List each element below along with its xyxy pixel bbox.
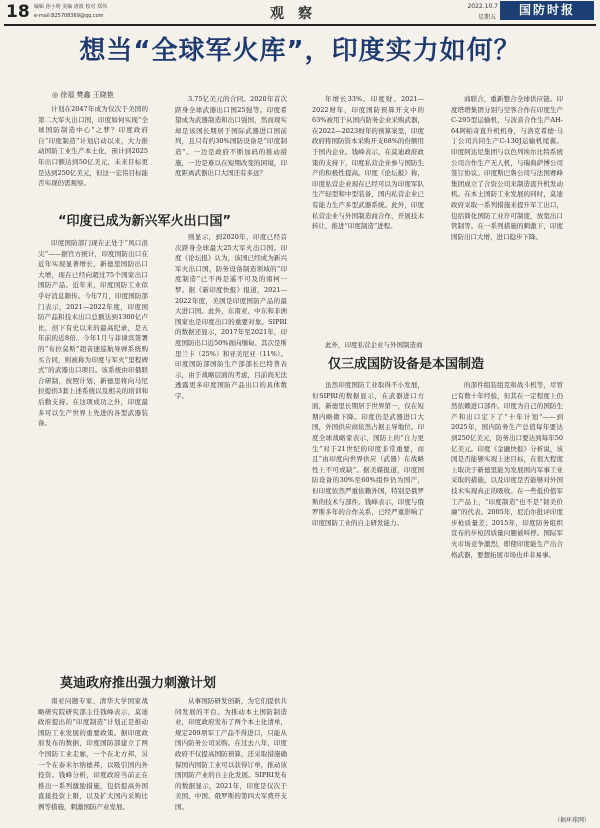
email-address: e-mail:825708369@qq.com — [34, 13, 104, 19]
column-2-low — [175, 696, 287, 822]
subheading-3: 莫迪政府推出强力刺激计划 — [60, 676, 217, 691]
paragraph: 年增长33%。印度财、2021—2022财年，印度国防预算开支中的63%被用于从国内防务企业采购武器，在2022—2023财年的预算案里，印度政府将国防资本采购开支68%的份额用于国内企业。钱峰表示，在莫迪政府政策的支持下，印度私营企业参与国防生产的积极性提高。印度《论坛报》称，印度私营企业现在已经可以为印度军队生产轻型和中型装备，国内私营企业已有能力生产多型武器系统。此外，印度私营企业与外国制造商合作，开展技术转让，推进“印度制造”进程。 — [312, 95, 424, 231]
paragraph: 南亚问题专家、清华大学国家战略研究院研究部主任钱峰表示，莫迪政府提出的“印度制造”计划正是推动国防工业发展的重要政策。据印度政府发布的数据，印度国防部建立了两个国防工业走廊，一个在北方邦，另一个在泰米尔纳德邦，以吸引国内外投资。钱峰分析，印度政府当前正在推出一系列激励措施，包括提高外国直接投资上限，以及扩大国内采购比例等措施，刺激国防产业发展。 — [38, 697, 148, 811]
paragraph: 从事国防研发创新，为它们提供共同发展的平台。为推动本土国防制造业，印度政府发布了两个本土化清单，规定209项军工产品不得进口，只能从国内防务公司采购。在过去八年，印度政府不仅提高国防预算，还采取措施确保国内国防工业可以获得订单，推动该国国防产业的自主化发展。SIPRI发布的数据显示，2021年，印度是仅次于美国、中国、俄罗斯的第四大军费开支国。 — [175, 697, 287, 811]
header-divider — [4, 24, 596, 26]
page-header — [0, 0, 600, 26]
page-number: 18 — [6, 2, 30, 22]
paragraph: 商联合，重新整合全球供应链。印度塔塔集团分别与空客合作在印度生产C-295型运输机，与波音合作生产AH-64阿帕奇直升机机身，与洛克希德·马丁公司共同生产C-130J运输机尾翼。印度阿达尼集团与以色列埃尔比特系统公司合作生产无人机，与瑞典萨博公司签订协议。印度斯巴鲁公司与法国赛峰集团成立了合资公司来制造直升机发动机。在本土国防工业发展的同时，莫迪政府采取一系列措施来提升军工出口，包括简化国防工业许可制度，放宽出口管制等。在一系列措施的刺激下，印度国防出口大增，进口稳步下降。 — [451, 95, 563, 241]
editor-credits: 编辑 孙小明 美编 唐波 校对 郑伟 — [34, 4, 107, 10]
paragraph: 虽然印度国防工业取得不小发展，但SIPRI的数据显示，在武器进口方面，新德里长期居于世界第一，仅在短期内略微下降。印度仍是武器进口大国，外国供应商依然占据主导地位。印度全球战略家表示，国防上的“自力更生”对于21世纪的印度非常重要，而且“由印度向世界供应（武器）在战略性上不可或缺”。据美媒报道，印度国防设备的30%至60%组件仍为国产，但印度依然严重依赖外国，特别是俄罗斯的技术与部件。钱峰表示，印度与俄罗斯多年的合作关系，已经严重影响了印度国防工业的自主研发能力。 — [312, 381, 424, 527]
column-4-top — [451, 94, 563, 324]
paragraph: 此外，印度私营企业与外国制造商 — [325, 341, 423, 349]
article-title: 想当“全球军火库”，印度实力如何？ — [79, 36, 521, 66]
paragraph: 3.75亿美元的合同。2020年首次跻身全球武器出口国25强等。印度希望成为武器制造和出口强国，然而现实却是该国长期居于国际武器进口国前列，且只有约30%国防设备是“印度制造”。一边是政府不断加码的推动措施，一边是难以在短期改变的困境，印度距离武器出口大国还有多远？ — [175, 95, 287, 178]
column-3-top — [312, 94, 424, 254]
column-1-mid — [38, 238, 148, 666]
column-2-mid — [175, 232, 287, 562]
paragraph: 计划在2047年成为仅次于美国的第二大军火出口国，印度如何实现“全球国防制造中心”之梦？印度政府自“印度制造”计划启动以来，大力推动国防工业生产本土化，预计到2025年出口额达到50亿美元，未来目标更是达到250亿美元，但这一宏伟目标能否实现仍需观察。 — [38, 105, 148, 188]
subheading-1: “印度已成为新兴军火出口国” — [58, 214, 232, 229]
column-2-top — [175, 94, 287, 194]
section-name: 观察 — [270, 6, 326, 22]
subheading-2: 仅三成国防设备是本国制造 — [328, 357, 485, 372]
paragraph: 印度国防部门现在正处于“风口浪尖”——据官方统计，印度国防出口在近年实现显著增长，新德里国防出口大增，现在已经向超过75个国家出口国防产品。近年来，印度国防工业似乎好消息颇传。今年7月，印度国防部门表示，2021—2022年度，印度国防产品和技术出口总额达到1300亿卢比，创下有史以来的最高纪录，是五年前的近8倍。今年1月与菲律宾签署的“布拉莫斯”超音速巡航导弹系统购买合同，则被称为印度与军火“里程碑式”的武器出口项目。该系统由印俄联合研制，按照计划，新德里将向马尼拉提供3套上述系统以及相关的培训和后勤支持。在这项成功之外，印度最多可以生产世界上先进的各型武器装备。 — [38, 239, 148, 428]
column-1-low — [38, 696, 148, 822]
byline: ◎ 徐福 樊鑫 王晓艳 — [52, 91, 114, 99]
paragraph: 的部件组装组克和战斗机等，尽管已有数十年经验，但其在一定程度上仍然依赖进口部件。印度为自己的国防生产和出口定下了“十年计划”——到2025年，国内防务生产总值每年要达到250亿美元，防务出口要达到每年50亿美元。印度《金融快报》分析说，该国是否能够实现上述目标，在很大程度上取决于新德里能为发展国内军事工业采取的措施，以及印度是否能够对外国技术实现真正的吸收。在一些低价值军工产品上，“印度制造”也不是“韧美价廉”的代表。2005年，尼泊尔批评印度步枪质量差；2015年，印度防务组织宣布的步枪因质量问题被叫停。国际军火市场竞争激烈，即使印度能生产出合格武器，要想拓展市场也并非易事。 — [451, 381, 563, 559]
issue-weekday: 星期五 — [478, 14, 497, 21]
source-credit: （据环球网） — [553, 817, 590, 824]
newspaper-logo: 国防时报 — [500, 1, 594, 20]
issue-date: 2022.10.7 — [467, 3, 498, 10]
paragraph: 则显示，到2020年，印度已经首次跻身全球最大25大军火出口国。印度《论坛报》认为，该国已经成为新兴军火出口国，防务设备制造领域的“印度制造”已不再是遥不可及的南柯一梦。据《新印度快报》报道，2021—2022年度，美国是印度国防产品的最大进口国。此外，东南亚、中东和非洲国家也是印度出口的重要对象。SIPRI的数据还显示，2017年至2021年，印度国防出口近50%面向缅甸、其次是斯里兰卡（25%）和亚美尼亚（11%）。印度国防部国防生产部部长巴特普表示，由于战略层面的考虑，目前尚无法透露更多印度国防产品出口的具体数字。 — [175, 233, 287, 400]
column-3-low — [312, 380, 424, 820]
column-4-low — [451, 380, 563, 808]
